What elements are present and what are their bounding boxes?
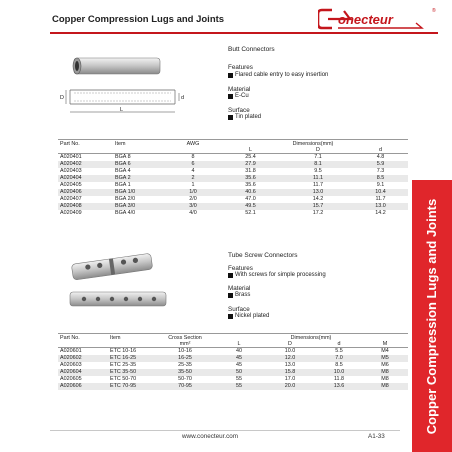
col-item: Item [113, 140, 168, 147]
section2-material-head: Material [228, 285, 251, 292]
table-cell: 40.6 [218, 189, 283, 196]
table-row [58, 210, 408, 217]
page-title: Copper Compression Lugs and Joints [52, 14, 225, 25]
col-item: Item [108, 334, 156, 341]
table-row [58, 376, 408, 383]
table-cell: BGA 2/0 [113, 196, 168, 203]
table-cell: 12.0 [264, 355, 316, 362]
section1-material-item: E-Cu [228, 93, 249, 99]
table-cell: 1 [168, 182, 218, 189]
label-D: D [60, 95, 64, 101]
section2-material-item: Brass [228, 292, 250, 298]
col-cross-section: Cross Section [156, 334, 214, 341]
table-row [58, 196, 408, 203]
col-awg: AWG [168, 140, 218, 147]
bullet-square-icon [228, 73, 233, 78]
table-cell: ETC 25-35 [108, 362, 156, 369]
table-row [58, 203, 408, 210]
bullet-square-icon [228, 94, 233, 99]
table-cell: 35.6 [218, 175, 283, 182]
table-cell: 11.7 [283, 182, 353, 189]
col-D: D [283, 147, 353, 154]
table-cell: A020405 [58, 182, 113, 189]
table-cell: 7.3 [353, 168, 408, 175]
table-cell: 20.0 [264, 383, 316, 390]
table-cell: A020604 [58, 369, 108, 376]
table-row [58, 189, 408, 196]
table-row [58, 175, 408, 182]
table-row [58, 154, 408, 161]
table-cell: ETC 35-50 [108, 369, 156, 376]
bullet-square-icon [228, 314, 233, 319]
table-cell: 8.5 [316, 362, 362, 369]
table-cell: 4.8 [353, 154, 408, 161]
table-cell: 16-25 [156, 355, 214, 362]
table-cell: 4 [168, 168, 218, 175]
table-row [58, 369, 408, 376]
col-part-no: Part No. [58, 334, 108, 341]
table-cell: 10.0 [264, 348, 316, 355]
table-row [58, 182, 408, 189]
table-cell: A020601 [58, 348, 108, 355]
table-cell: 15.7 [283, 203, 353, 210]
butt-connector-table [58, 139, 408, 217]
table-cell: M8 [362, 369, 408, 376]
table-cell: 14.2 [283, 196, 353, 203]
bullet-square-icon [228, 273, 233, 278]
table-cell: 50-70 [156, 376, 214, 383]
table-cell: 5.9 [353, 161, 408, 168]
footer-url-link[interactable]: www.conecteur.com [182, 433, 238, 440]
table-row [58, 383, 408, 390]
table-cell: BGA 4 [113, 168, 168, 175]
table-cell: 40 [214, 348, 264, 355]
table-cell: A020401 [58, 154, 113, 161]
table-cell: M8 [362, 376, 408, 383]
table-cell: M6 [362, 362, 408, 369]
section1-material-head: Material [228, 86, 251, 93]
table-cell: BGA 1/0 [113, 189, 168, 196]
table-cell: 27.9 [218, 161, 283, 168]
table-cell: 10.0 [316, 369, 362, 376]
section2-title: Tube Screw Connectors [228, 252, 298, 259]
header-divider [50, 32, 438, 34]
table-cell: BGA 2 [113, 175, 168, 182]
table-cell: BGA 4/0 [113, 210, 168, 217]
table-row [58, 362, 408, 369]
table-cell: 45 [214, 362, 264, 369]
col-M: M [362, 341, 408, 348]
table-cell: A020408 [58, 203, 113, 210]
table-cell: M5 [362, 355, 408, 362]
table-cell: 35.6 [218, 182, 283, 189]
table-cell: 13.0 [353, 203, 408, 210]
conecteur-logo [318, 7, 428, 31]
page-number: A1-33 [368, 433, 385, 440]
sidebar-title: Copper Compression Lugs and Joints [424, 198, 440, 434]
table-cell: 17.0 [264, 376, 316, 383]
table-cell: A020606 [58, 383, 108, 390]
table-cell: A020409 [58, 210, 113, 217]
section1-features-head: Features [228, 64, 253, 71]
table-cell: M4 [362, 348, 408, 355]
section1-surface-head: Surface [228, 107, 250, 114]
table-cell: 52.1 [218, 210, 283, 217]
table-row [58, 348, 408, 355]
table-cell: 25.4 [218, 154, 283, 161]
table-cell: 9.1 [353, 182, 408, 189]
table-cell: 8.5 [353, 175, 408, 182]
col-L: L [214, 341, 264, 348]
section2-surface-head: Surface [228, 306, 250, 313]
table-cell: BGA 6 [113, 161, 168, 168]
table-cell: 55 [214, 376, 264, 383]
table-cell: 1/0 [168, 189, 218, 196]
section1-feature-item: Flared cable entry to easy insertion [228, 72, 328, 78]
label-L: L [120, 107, 124, 113]
table-cell: BGA 3/0 [113, 203, 168, 210]
col-part-no: Part No. [58, 140, 113, 147]
col-dimensions: Dimensions(mm) [218, 140, 408, 147]
table-cell: 4/0 [168, 210, 218, 217]
table-cell: 13.6 [316, 383, 362, 390]
table-cell: 8.1 [283, 161, 353, 168]
table-cell: 45 [214, 355, 264, 362]
table-cell: A020403 [58, 168, 113, 175]
table-cell: 17.2 [283, 210, 353, 217]
butt-connector-photo [60, 40, 180, 80]
footer-divider [50, 430, 400, 431]
table-row [58, 168, 408, 175]
table-cell: 5.5 [316, 348, 362, 355]
registered-mark: ® [432, 8, 436, 14]
table-cell: A020404 [58, 175, 113, 182]
table-cell: BGA 8 [113, 154, 168, 161]
table-cell: 2/0 [168, 196, 218, 203]
table-cell: 35-50 [156, 369, 214, 376]
table-cell: 70-95 [156, 383, 214, 390]
table-cell: 47.0 [218, 196, 283, 203]
table-cell: 11.7 [353, 196, 408, 203]
table-cell: 10-16 [156, 348, 214, 355]
table-cell: ETC 50-70 [108, 376, 156, 383]
bullet-square-icon [228, 115, 233, 120]
tube-screw-connector-table [58, 333, 408, 390]
table-cell: 25-35 [156, 362, 214, 369]
section1-surface-item: Tin plated [228, 114, 261, 120]
table-cell: A020407 [58, 196, 113, 203]
table-cell: ETC 10-16 [108, 348, 156, 355]
table-cell: M8 [362, 383, 408, 390]
table-cell: 50 [214, 369, 264, 376]
table-cell: BGA 1 [113, 182, 168, 189]
table-cell: 10.4 [353, 189, 408, 196]
table-cell: 11.1 [283, 175, 353, 182]
table-cell: A020402 [58, 161, 113, 168]
table-cell: 9.5 [283, 168, 353, 175]
bullet-square-icon [228, 293, 233, 298]
logo-text: onecteur [338, 12, 393, 27]
section2-feature-item: With screws for simple processing [228, 272, 326, 278]
table-cell: A020602 [58, 355, 108, 362]
col-cross-unit: mm² [156, 341, 214, 348]
table-cell: 6 [168, 161, 218, 168]
table-cell: 13.0 [264, 362, 316, 369]
section2-surface-item: Nickel plated [228, 313, 269, 319]
table-cell: A020605 [58, 376, 108, 383]
table-row [58, 161, 408, 168]
col-d: d [353, 147, 408, 154]
col-d: d [316, 341, 362, 348]
section1-title: Butt Connectors [228, 46, 275, 53]
table-cell: A020406 [58, 189, 113, 196]
table-cell: 49.5 [218, 203, 283, 210]
table-cell: 7.0 [316, 355, 362, 362]
table-row [58, 355, 408, 362]
table-cell: ETC 70-95 [108, 383, 156, 390]
col-D: D [264, 341, 316, 348]
table-cell: ETC 16-25 [108, 355, 156, 362]
table-cell: A020603 [58, 362, 108, 369]
col-dimensions: Dimensions(mm) [214, 334, 408, 341]
table-cell: 8 [168, 154, 218, 161]
butt-connector-drawing [60, 86, 185, 116]
table-cell: 15.8 [264, 369, 316, 376]
table-cell: 31.8 [218, 168, 283, 175]
table-cell: 11.8 [316, 376, 362, 383]
label-d: d [181, 95, 185, 101]
tube-screw-connector-photo [62, 248, 177, 318]
section2-features-head: Features [228, 265, 253, 272]
table-cell: 14.2 [353, 210, 408, 217]
table-cell: 2 [168, 175, 218, 182]
table-cell: 55 [214, 383, 264, 390]
table-cell: 13.0 [283, 189, 353, 196]
table-cell: 3/0 [168, 203, 218, 210]
col-L: L [218, 147, 283, 154]
table-cell: 7.1 [283, 154, 353, 161]
